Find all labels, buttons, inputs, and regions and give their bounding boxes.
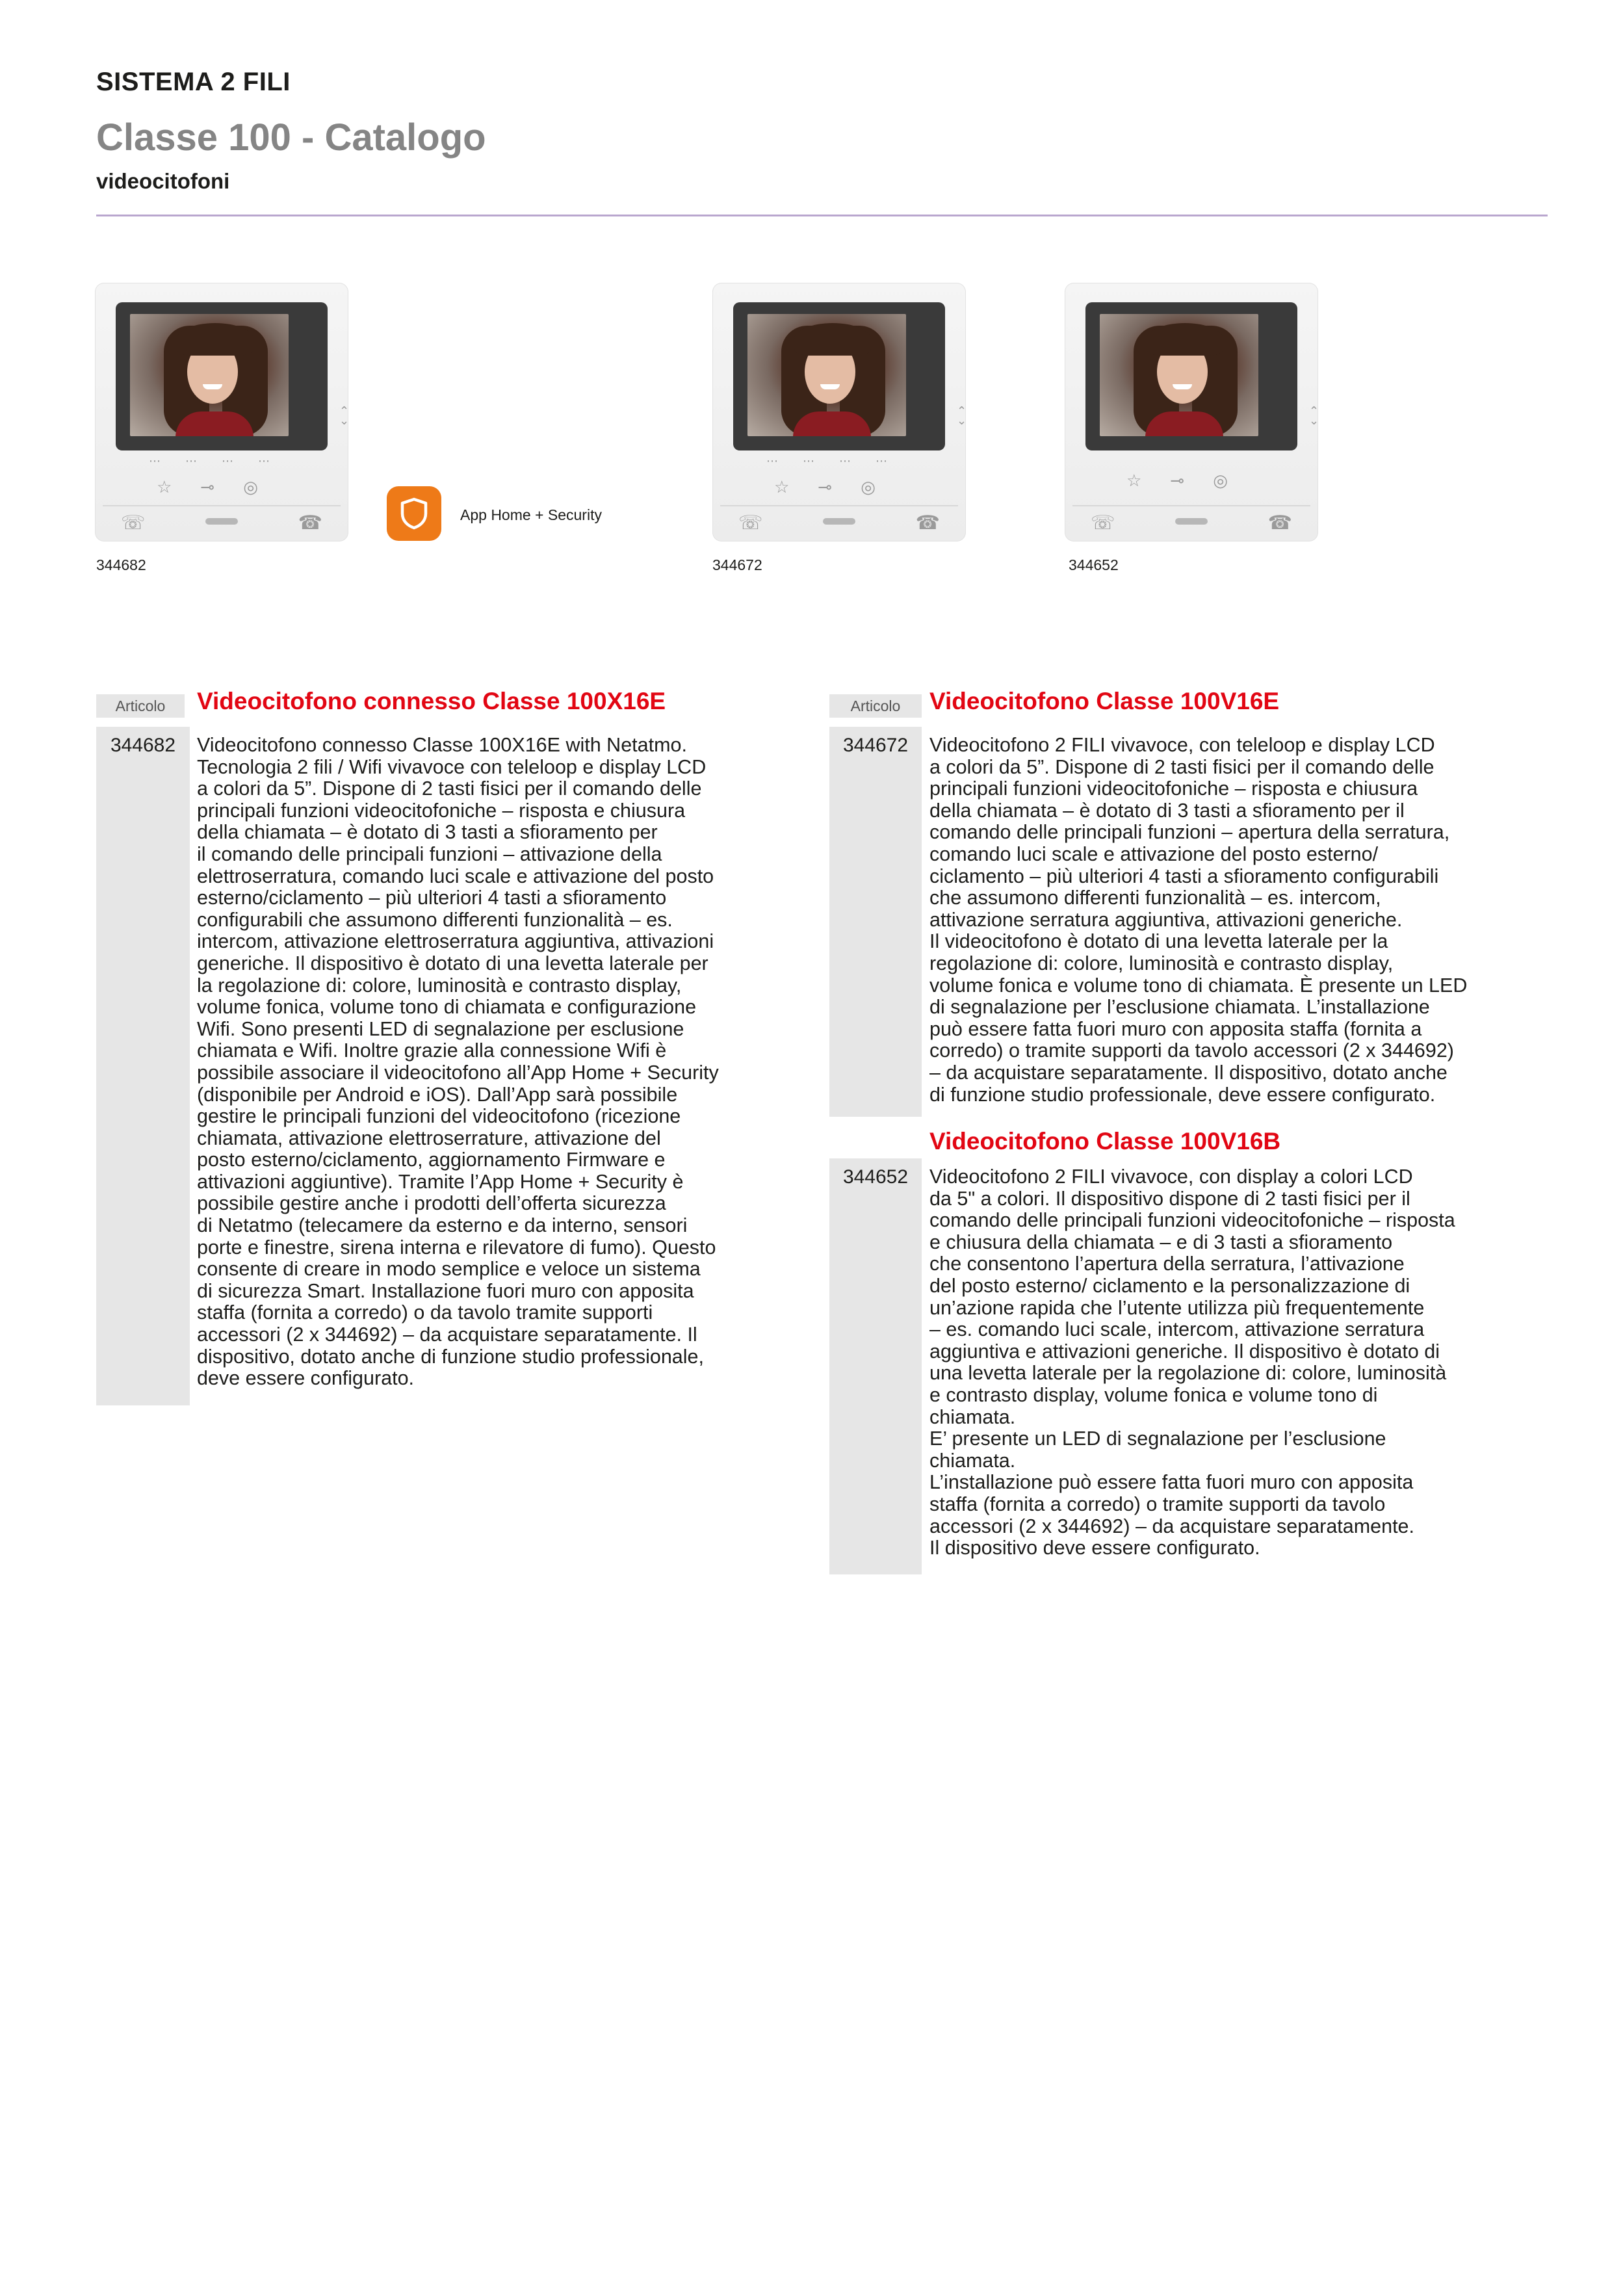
shield-icon <box>398 497 430 530</box>
article-code: 344682 <box>96 727 190 1405</box>
answer-call-icon: ☏ <box>738 512 763 534</box>
device-screen <box>130 314 289 436</box>
product-title: Videocitofono connesso Classe 100X16E <box>197 688 666 714</box>
device-screen-frame <box>1085 302 1297 450</box>
product-title: Videocitofono Classe 100V16E <box>929 688 1280 714</box>
product-image-344672 <box>712 283 966 541</box>
app-badge <box>387 486 441 541</box>
answer-call-icon: ☏ <box>121 512 146 534</box>
device-screen <box>1100 314 1258 436</box>
image-code-344652: 344652 <box>1069 556 1119 573</box>
header-divider <box>96 215 1548 216</box>
product-image-344652 <box>1065 283 1318 541</box>
touch-keys-row: ⋯⋯⋯⋯ <box>766 454 912 468</box>
answer-call-icon: ☏ <box>1091 512 1115 534</box>
hang-up-icon: ☎ <box>1267 512 1292 534</box>
function-icons-row: ☆⊸◎ <box>157 478 287 497</box>
image-code-344672: 344672 <box>712 556 762 573</box>
touch-keys-row: ⋯⋯⋯⋯ <box>149 454 294 468</box>
brand-logo <box>205 518 238 525</box>
section-label: SISTEMA 2 FILI <box>96 68 291 96</box>
side-lever-icon: ⌃ ⌄ <box>339 404 350 427</box>
side-lever-icon: ⌃ ⌄ <box>957 404 967 427</box>
device-screen <box>747 314 906 436</box>
article-code: 344652 <box>829 1158 922 1574</box>
image-code-344682: 344682 <box>96 556 146 573</box>
article-code: 344672 <box>829 727 922 1117</box>
product-image-344682 <box>95 283 348 541</box>
hang-up-icon: ☎ <box>915 512 940 534</box>
product-description: Videocitofono 2 FILI vivavoce, con teleloop e display LCD a colori da 5”. Dispone di 2 tasti fisici per il comando delle principali funzioni videocitofoniche – risposta e chiusura della chiamata – è dotato di 3 tasti a sfioramento per il comando delle principali funzioni – apertura della serratura, comando luci scale e attivazione del posto esterno/ ciclamento – più ulteriori 4 tasti a sfioramento configurabili che assumono differenti funzionalità – es. intercom, attivazione serratura aggiuntiva, attivazioni generiche. Il videocitofono è dotato di una levetta laterale per la regolazione di: colore, luminosità e contrasto display, volume fonica e volume tono di chiamata. È presente un LED di segnalazione per l’esclusione chiamata. L’installazione può essere fatta fuori muro con apposita staffa (fornita a corredo) o tramite supporti da tavolo accessori (2 x 344692) – da acquistare separatamente. Il dispositivo, dotato anche di funzione studio professionale, deve essere configurato. <box>929 734 1468 1106</box>
side-lever-icon: ⌃ ⌄ <box>1309 404 1319 427</box>
device-screen-frame <box>733 302 945 450</box>
product-title: Videocitofono Classe 100V16B <box>929 1128 1281 1155</box>
page-title: Classe 100 - Catalogo <box>96 116 486 159</box>
articolo-header: Articolo <box>829 694 922 718</box>
device-screen-frame <box>116 302 328 450</box>
function-icons-row: ☆⊸◎ <box>774 478 904 497</box>
hang-up-icon: ☎ <box>298 512 322 534</box>
product-description: Videocitofono 2 FILI vivavoce, con display a colori LCD da 5" a colori. Il dispositivo dispone di 2 tasti fisici per il comando delle principali funzioni videocitofoniche – risposta e chiusura della chiamata – e di 3 tasti a sfioramento che consentono l’apertura della serratura, l’attivazione del posto esterno/ ciclamento e la personalizzazione di un’azione rapida che l’utente utilizza più frequentemente – es. comando luci scale, intercom, attivazione serratura aggiuntiva e attivazioni generiche. Il dispositivo è dotato di una levetta laterale per la regolazione di: colore, luminosità e contrasto display, volume fonica e volume tono di chiamata. E’ presente un LED di segnalazione per l’esclusione chiamata. L’installazione può essere fatta fuori muro con apposita staffa (fornita a corredo) o tramite supporti da tavolo accessori (2 x 344692) – da acquistare separatamente. Il dispositivo deve essere configurato. <box>929 1166 1455 1559</box>
brand-logo <box>823 518 855 525</box>
category-subtitle: videocitofoni <box>96 169 230 193</box>
articolo-header: Articolo <box>96 694 185 718</box>
product-description: Videocitofono connesso Classe 100X16E with Netatmo. Tecnologia 2 fili / Wifi vivavoce con teleloop e display LCD a colori da 5”. Dispone di 2 tasti fisici per il comando delle principali funzioni videocitofoniche – risposta e chiusura della chiamata – è dotato di 3 tasti a sfioramento per il comando delle principali funzioni – attivazione della elettroserratura, comando luci scale e attivazione del posto esterno/ciclamento – più ulteriori 4 tasti a sfioramento configurabili che assumono differenti funzionalità – es. intercom, attivazione elettroserratura aggiuntiva, attivazioni generiche. Il dispositivo è dotato di una levetta laterale per la regolazione di: colore, luminosità e contrasto display, volume fonica, volume tono di chiamata e configurazione Wifi. Sono presenti LED di segnalazione per esclusione chiamata e Wifi. Inoltre grazie alla connessione Wifi è possibile associare il videocitofono all’App Home + Security (disponibile per Android e iOS). Dall’App sarà possibile gestire le principali funzioni del videocitofono (ricezione chiamata, attivazione elettroserrature, attivazione del posto esterno/ciclamento, aggiornamento Firmware e attivazioni aggiuntive). Tramite l’App Home + Security è possibile gestire anche i prodotti dell’offerta sicurezza di Netatmo (telecamere da esterno e da interno, sensori porte e finestre, sirena interna e rilevatore di fumo). Questo consente di creare in modo semplice e veloce un sistema di sicurezza Smart. Installazione fuori muro con apposita staffa (fornita a corredo) o da tavolo tramite supporti accessori (2 x 344692) – da acquistare separatamente. Il dispositivo, dotato anche di funzione studio professionale, deve essere configurato. <box>197 734 719 1390</box>
brand-logo <box>1175 518 1208 525</box>
app-label: App Home + Security <box>460 506 602 523</box>
function-icons-row: ☆⊸◎ <box>1126 471 1256 491</box>
